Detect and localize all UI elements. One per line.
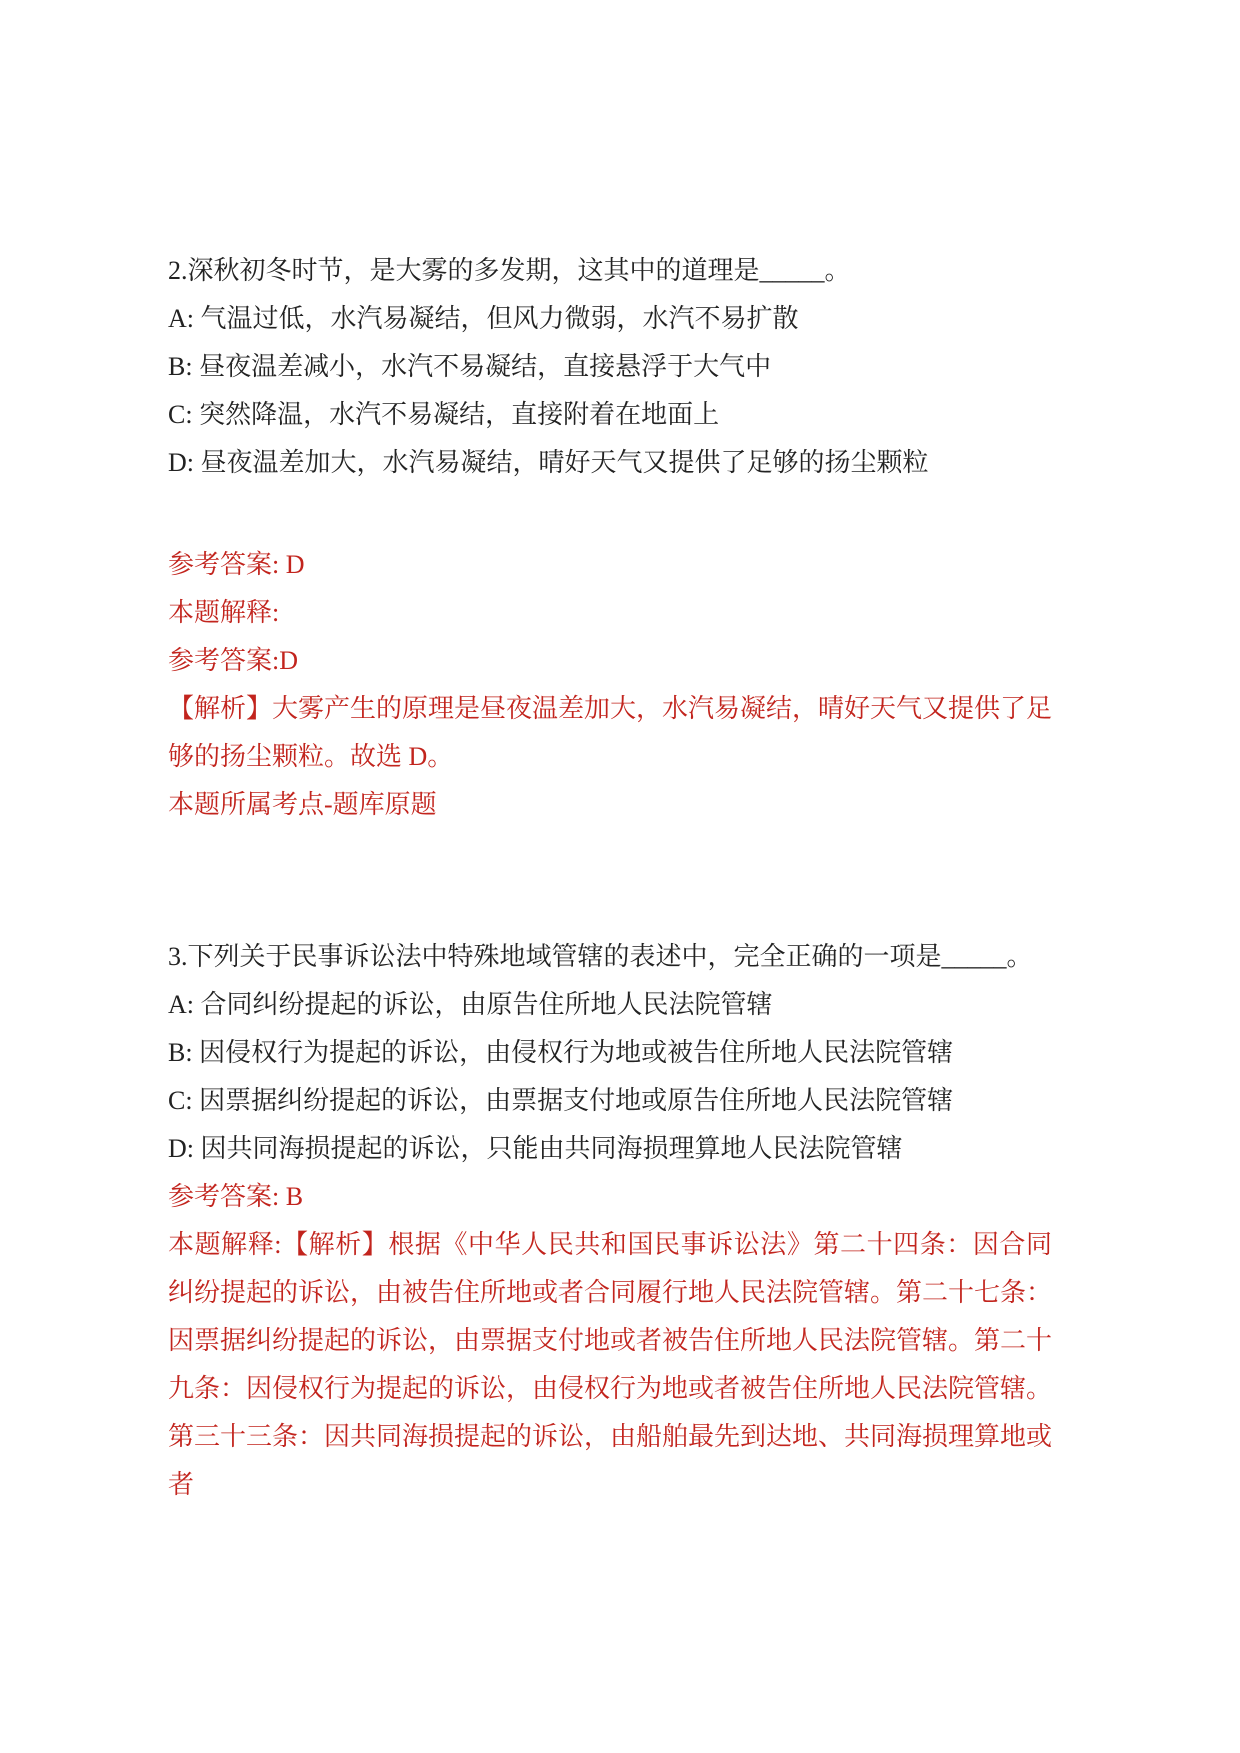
question-3-option-b: B: 因侵权行为提起的诉讼，由侵权行为地或被告住所地人民法院管辖 (168, 1038, 954, 1067)
question-2-reference-answer-repeat: 参考答案:D (168, 646, 299, 675)
question-3-reference-answer: 参考答案: B (168, 1182, 304, 1211)
question-2-answer-block (168, 541, 1052, 781)
question-3-option-a: A: 合同纠纷提起的诉讼，由原告住所地人民法院管辖 (168, 990, 773, 1019)
question-3-option-d: D: 因共同海损提起的诉讼，只能由共同海损理算地人民法院管辖 (168, 1134, 903, 1163)
question-2-reference-answer: 参考答案: D (168, 550, 305, 579)
question-2-block (168, 247, 1052, 487)
question-3-stem: 3.下列关于民事诉讼法中特殊地域管辖的表述中，完全正确的一项是_____。 (168, 942, 1033, 971)
question-2-option-a: A: 气温过低，水汽易凝结，但风力微弱，水汽不易扩散 (168, 304, 799, 333)
question-2-analysis-text: 【解析】大雾产生的原理是昼夜温差加大，水汽易凝结，晴好天气又提供了足够的扬尘颗粒。故选 D。 (168, 694, 1053, 771)
question-2-stem: 2.深秋初冬时节，是大雾的多发期，这其中的道理是_____。 (168, 256, 851, 285)
question-2-explanation-heading: 本题解释: (168, 598, 280, 627)
question-3-analysis-text: 本题解释:【解析】根据《中华人民共和国民事诉讼法》第二十四条：因合同纠纷提起的诉讼，由被告住所地或者合同履行地人民法院管辖。第二十七条：因票据纠纷提起的诉讼，由票据支付地或者被告住所地人民法院管辖。第二十九条：因侵权行为提起的诉讼，由侵权行为地或者被告住所地人民法院管辖。第三十三条：因共同海损提起的诉讼，由船舶最先到达地、共同海损理算地或者 (168, 1230, 1053, 1499)
question-3-block (168, 933, 1052, 1173)
question-2-option-c: C: 突然降温，水汽不易凝结，直接附着在地面上 (168, 400, 720, 429)
question-2-option-b: B: 昼夜温差减小，水汽不易凝结，直接悬浮于大气中 (168, 352, 772, 381)
question-2-topic-source-note: 本题所属考点-题库原题 (168, 790, 437, 819)
question-2-option-d: D: 昼夜温差加大，水汽易凝结，晴好天气又提供了足够的扬尘颗粒 (168, 448, 929, 477)
question-3-option-c: C: 因票据纠纷提起的诉讼，由票据支付地或原告住所地人民法院管辖 (168, 1086, 954, 1115)
